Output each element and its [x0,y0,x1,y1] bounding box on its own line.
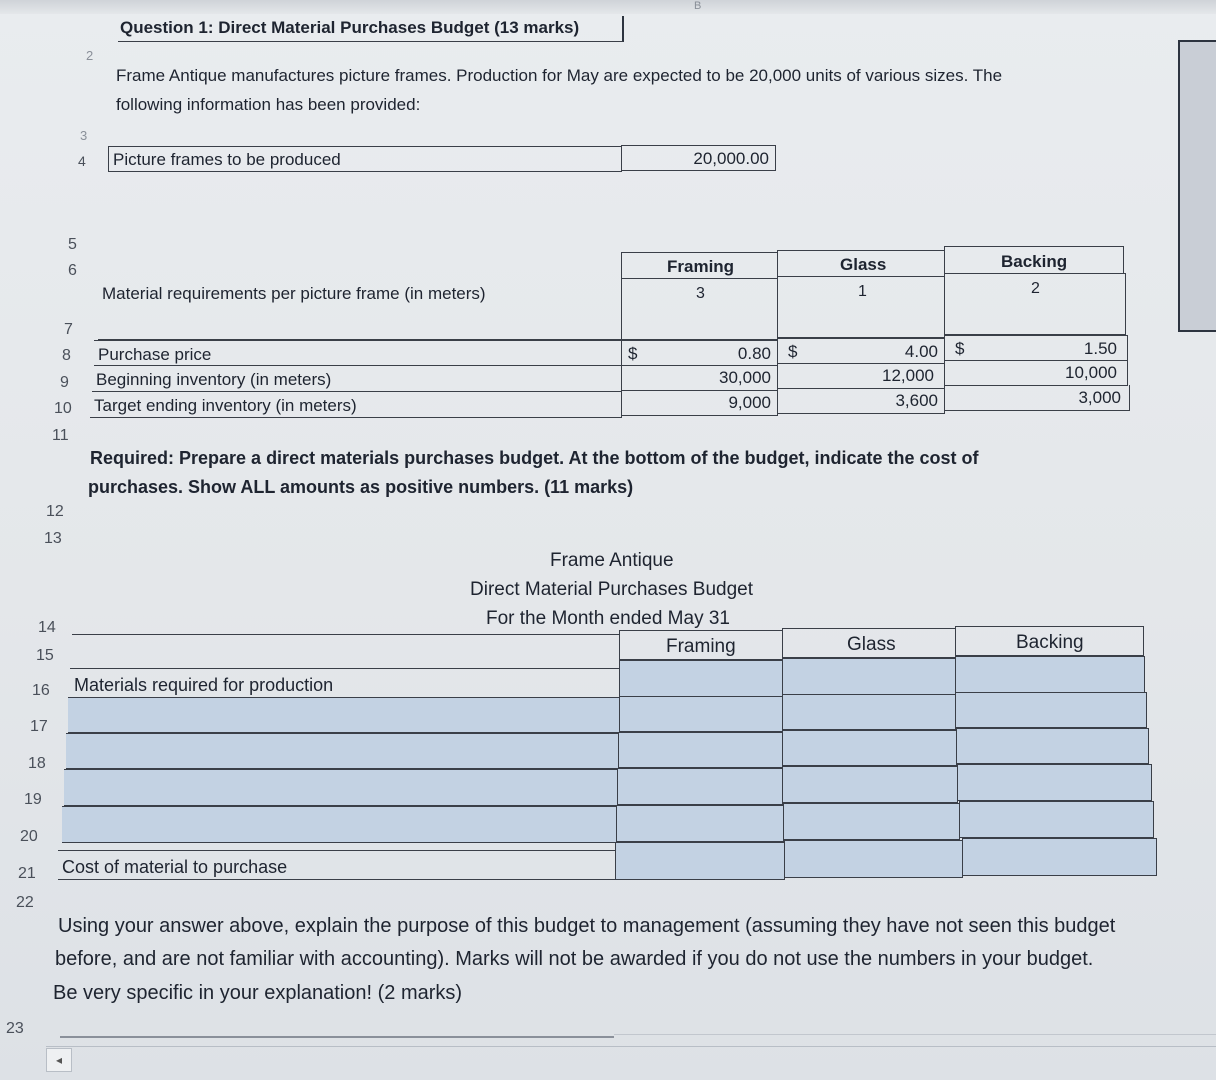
beginning-inventory-label: Beginning inventory (in meters) [96,370,332,389]
budget-period: For the Month ended May 31 [486,608,730,629]
budget-cell-glass[interactable] [782,730,957,766]
explain-line-2: before, and are not familiar with accounting). Marks will not be awarded if you do not use the numbers in your budget. [55,948,1094,970]
budget-cell-glass[interactable] [782,694,956,730]
ending-inventory-backing: 3,000 [1078,388,1121,407]
budget-row-label-cell[interactable] [70,668,620,698]
budget-cell-framing[interactable] [616,805,784,842]
budget-cell-glass[interactable] [782,766,958,803]
row-number: 4 [78,153,86,169]
requirements-glass: 1 [858,283,867,300]
row-number: 18 [28,755,46,772]
ending-inventory-backing-cell[interactable] [944,385,1130,411]
explain-line-3: Be very specific in your explanation! (2 marks) [53,982,463,1004]
requirements-label: Material requirements per picture frame (in meters) [102,284,486,303]
budget-row-label-cell[interactable] [62,806,617,843]
purchase-price-framing: 0.80 [737,344,771,363]
question-title-cell[interactable] [118,16,624,42]
row-number: 20 [20,828,38,845]
budget-cell-backing[interactable] [956,728,1149,764]
answer-line [60,1036,614,1038]
horizontal-scrollbar[interactable] [46,1046,1216,1075]
ending-inventory-glass: 3,600 [895,391,938,410]
purchase-price-glass-cell[interactable] [777,338,945,364]
ending-inventory-label: Target ending inventory (in meters) [94,396,357,415]
materials-header-framing: Framing [667,257,735,276]
ending-inventory-framing: 9,000 [728,393,771,412]
row-number: 13 [44,530,62,547]
materials-header-framing-cell[interactable] [621,252,778,280]
materials-header-backing: Backing [1001,252,1068,271]
intro-line-1: Frame Antique manufactures picture frames. Production for May are expected to be 20,000 units of various sizes. The [116,66,1003,85]
beginning-inventory-glass-cell[interactable] [777,363,945,389]
requirements-label-cell[interactable] [98,278,622,340]
ending-inventory-glass-cell[interactable] [777,388,945,414]
explain-line-1: Using your answer above, explain the purpose of this budget to management (assuming they have not seen this budget [58,915,1116,937]
row-number: 9 [60,374,69,391]
beginning-inventory-glass: 12,000 [882,366,934,385]
beginning-inventory-label-cell[interactable] [92,366,622,392]
requirements-backing: 2 [1031,280,1040,297]
production-label: Picture frames to be produced [113,150,341,169]
beginning-inventory-framing-cell[interactable] [621,365,778,391]
budget-cell-backing[interactable] [955,656,1145,693]
budget-cell-framing[interactable] [617,768,783,805]
budget-cell-glass[interactable] [782,658,956,695]
requirements-backing-cell[interactable] [944,273,1126,335]
budget-row-label: Materials required for production [74,675,334,695]
row-number: 15 [36,647,54,664]
row-number: 12 [46,503,64,520]
budget-cell-backing[interactable] [955,692,1147,728]
row-number: 23 [6,1020,24,1037]
currency-symbol: $ [628,344,638,363]
materials-header-backing-cell[interactable] [944,246,1124,274]
required-line-2: purchases. Show ALL amounts as positive numbers. (11 marks) [88,477,634,497]
requirements-glass-cell[interactable] [777,276,945,338]
row-number: 6 [68,262,77,279]
budget-title: Direct Material Purchases Budget [470,579,754,600]
budget-cell-framing[interactable] [615,842,785,880]
budget-header-backing: Backing [1016,632,1084,653]
budget-header-glass-cell[interactable] [782,628,956,658]
row-number: 17 [30,718,48,735]
question-title: Question 1: Direct Material Purchases Budget (13 marks) [120,18,580,37]
answer-line-extension [614,1034,1216,1035]
budget-top-rule [72,634,620,635]
scroll-left-icon[interactable]: ◂ [46,1048,72,1072]
column-header-bar [0,0,1216,14]
budget-cell-framing[interactable] [618,732,783,768]
budget-cell-backing[interactable] [959,801,1154,838]
budget-row-label-cell[interactable] [58,850,616,880]
row-number: 2 [86,48,94,63]
row-number: 21 [18,865,36,882]
row-number: 8 [62,347,71,364]
row-number: 22 [16,894,34,911]
production-value-cell[interactable] [621,145,776,171]
purchase-price-label-cell[interactable] [94,340,622,366]
budget-cell-glass[interactable] [784,840,963,878]
row-number: 5 [68,236,77,253]
row-number: 19 [24,791,42,808]
purchase-price-glass: 4.00 [904,342,938,361]
budget-cell-framing[interactable] [619,696,783,732]
ending-inventory-label-cell[interactable] [90,392,622,418]
requirements-framing: 3 [696,285,705,302]
production-value: 20,000.00 [693,149,769,168]
production-label-cell[interactable] [108,146,622,172]
purchase-price-label: Purchase price [98,345,212,364]
requirements-framing-cell[interactable] [621,278,778,340]
budget-header-glass: Glass [847,634,896,655]
budget-cell-backing[interactable] [962,838,1157,876]
ending-inventory-framing-cell[interactable] [621,390,778,416]
right-side-panel [1178,40,1216,332]
required-line-1: Required: Prepare a direct materials purchases budget. At the bottom of the budget, indicate the cost of [90,448,979,468]
budget-row-label-cell[interactable] [64,769,618,806]
row-number: 7 [64,321,73,338]
currency-symbol: $ [955,339,965,358]
purchase-price-backing-cell[interactable] [944,335,1128,361]
budget-row-label-cell[interactable] [68,697,620,733]
row-number: 11 [52,427,69,444]
currency-symbol: $ [788,342,798,361]
beginning-inventory-backing: 10,000 [1065,363,1117,382]
materials-header-glass: Glass [840,255,887,274]
budget-company: Frame Antique [550,550,674,571]
budget-cell-backing[interactable] [957,764,1152,801]
column-header-letter: B [694,0,702,12]
budget-header-framing: Framing [666,636,736,657]
beginning-inventory-framing: 30,000 [719,368,771,387]
beginning-inventory-backing-cell[interactable] [944,360,1128,386]
budget-cell-framing[interactable] [619,660,783,697]
purchase-price-framing-cell[interactable] [621,340,778,366]
intro-line-2: following information has been provided: [116,95,421,114]
budget-row-label-cell[interactable] [66,733,619,769]
row-number: 14 [38,619,56,636]
budget-cell-glass[interactable] [783,803,960,840]
budget-header-backing-cell[interactable] [955,626,1144,656]
budget-row-label: Cost of material to purchase [62,857,288,877]
purchase-price-backing: 1.50 [1083,339,1117,358]
row-number: 16 [32,682,50,699]
row-number: 3 [80,128,88,143]
row-number: 10 [54,400,72,417]
materials-header-glass-cell[interactable] [777,250,945,278]
budget-header-framing-cell[interactable] [619,630,783,660]
